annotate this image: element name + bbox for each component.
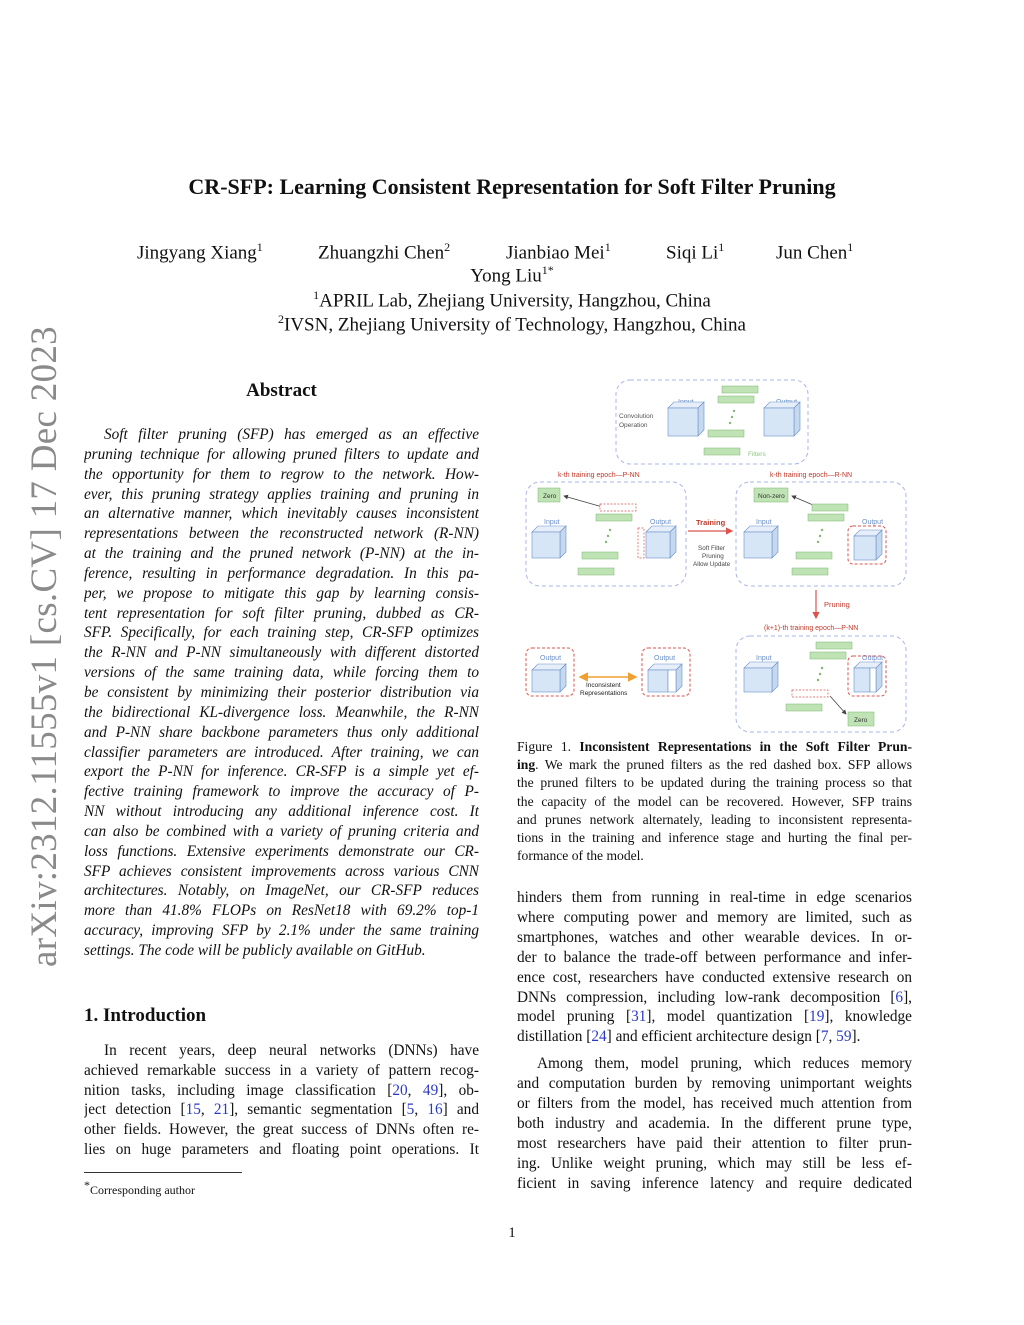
label-input-3: Input — [756, 519, 772, 526]
citation-link[interactable]: 6 — [895, 988, 904, 1006]
abstract-line: representations between the reconstructed network (R-NN) — [84, 525, 479, 543]
body-line: ence cost, researchers have conducted extensive research on — [517, 968, 912, 986]
abstract-line: an alternative manner, which inevitably causes inconsistent — [84, 505, 479, 523]
citation-link[interactable]: 19 — [809, 1008, 825, 1026]
paper-title: CR-SFP: Learning Consistent Representation for Soft Filter Pruning — [188, 174, 836, 199]
abstract-line: accuracy, improving SFP by 2.1% under the same training — [84, 922, 479, 940]
author-5: Jun Chen$^1$ — [776, 240, 854, 264]
caption-line: tions in the training and inference stage and hurting the final per- — [517, 830, 912, 846]
zero-arrow-2 — [830, 696, 846, 714]
body-line: ing. Unlike weight pruning, which may still be less ef- — [517, 1154, 912, 1172]
caption-line: the capacity of the model can be recovered. However, SFP trains — [517, 793, 912, 809]
abstract-line: the R-NN and P-NN simultaneously with different distorted — [84, 644, 479, 662]
abstract-line: export the P-NN for inference. CR-SFP is a simple yet ef- — [84, 763, 479, 781]
figure-1-diagram — [520, 378, 912, 734]
filter-stack-4 — [786, 642, 852, 711]
abstract-line: the bidirectional KL-divergence loss. Meanwhile, the R-NN — [84, 703, 479, 721]
author-4: Siqi Li$^1$ — [666, 240, 725, 264]
author-6: Yong Liu$^{1*}$ — [470, 263, 554, 287]
intro-line: ject detection [15, 21], semantic segmentation [5, 16] and — [84, 1101, 479, 1119]
body-line: and computation burden by removing unimportant weights — [517, 1075, 912, 1093]
body-line: DNNs compression, including low-rank decomposition [6], — [517, 988, 912, 1006]
body-line: ficient in saving inference latency and require dedicated — [517, 1174, 912, 1192]
citation-link[interactable]: 7 — [820, 1028, 829, 1046]
affiliation-1: $^1$APRIL Lab, Zhejiang University, Hangzhou, China — [313, 288, 711, 312]
intro-line: In recent years, deep neural networks (DNNs) have — [104, 1042, 479, 1059]
affiliation-2: $^2$IVSN, Zhejiang University of Technology, Hangzhou, China — [278, 312, 746, 336]
label-conv-1: Convolution — [619, 413, 654, 420]
citation-link[interactable]: 5 — [406, 1101, 415, 1119]
output-cube-5 — [532, 664, 566, 692]
body-line: hinders them from running in real-time in edge scenarios — [517, 889, 912, 906]
label-sfp-1: Soft Filter — [698, 545, 725, 552]
citation-link[interactable]: 31 — [631, 1008, 647, 1026]
body-line: where computing power and memory are limited, such as — [517, 908, 912, 926]
label-kth-pnn: k-th training epoch—P-NN — [558, 472, 640, 479]
author-3: Jianbiao Mei$^1$ — [506, 240, 611, 264]
abstract-line: be consistent by minimizing their posterior distribution via — [84, 683, 479, 701]
abstract-line: SFP achieves consistent improvements across various CNN — [84, 862, 479, 880]
label-pruning: Pruning — [824, 600, 850, 609]
footnote-rule — [84, 1172, 242, 1173]
input-cube-3 — [744, 526, 778, 558]
arxiv-identifier: arXiv:2312.11555v1 [cs.CV] 17 Dec 2023 — [24, 326, 65, 967]
abstract-line: architectures. Notably, on ImageNet, our CR-SFP reduces — [84, 882, 479, 900]
label-inconsistent-2: Representations — [580, 690, 628, 697]
output-cube-3 — [854, 530, 882, 560]
right-column-body — [517, 888, 912, 1194]
caption-line: ing. We mark the pruned filters as the red dashed box. SFP allows — [517, 757, 912, 773]
abstract-line: tent representation for soft filter pruning, dubbed as CR- — [84, 604, 479, 622]
body-line: distillation [24] and efficient architecture design [7, 59]. — [517, 1028, 861, 1046]
label-sfp-2: Pruning — [702, 553, 724, 560]
introduction-body — [84, 1041, 479, 1160]
abstract-body — [84, 425, 479, 961]
abstract-line: classifier parameters are introduced. After training, we can — [84, 743, 479, 761]
citation-link[interactable]: 24 — [591, 1028, 607, 1046]
caption-line: formance of the model. — [517, 848, 644, 864]
abstract-line: at the training and the pruned network (P-NN) at the in- — [84, 545, 479, 563]
intro-line: lies on huge parameters and floating point operations. It — [84, 1140, 479, 1158]
citation-link[interactable]: 20 — [392, 1081, 408, 1099]
label-output-6: Output — [654, 655, 676, 662]
abstract-line: the opportunity for them to regrow to the network. How- — [84, 465, 479, 483]
page-number: 1 — [508, 1225, 516, 1241]
label-output-4: Output — [862, 655, 884, 662]
abstract-line: Soft filter pruning (SFP) has emerged as an effective — [104, 426, 479, 443]
zero-arrow — [564, 496, 606, 508]
label-conv-2: Operation — [619, 422, 648, 429]
input-cube-4 — [744, 662, 778, 692]
introduction-heading: 1. Introduction — [84, 1005, 207, 1026]
author-1: Jingyang Xiang$^1$ — [137, 240, 263, 264]
label-output-2: Output — [650, 519, 672, 526]
label-inconsistent-1: Inconsistent — [586, 682, 621, 689]
caption-line: the pruned filters to be updated during the training process so that — [517, 775, 912, 791]
filter-stack-2 — [578, 504, 636, 575]
abstract-line: settings. The code will be publicly available on GitHub. — [84, 941, 426, 959]
citation-link[interactable]: 21 — [213, 1101, 230, 1119]
body-line: both industry and academia. In the different prune type, — [517, 1114, 912, 1132]
filter-stack-3 — [792, 504, 848, 575]
author-2: Zhuangzhi Chen$^2$ — [318, 240, 451, 264]
filter-stack-top — [704, 386, 758, 455]
label-zero-2: Zero — [854, 717, 868, 724]
output-cube-2 — [638, 526, 676, 558]
label-k1-pnn: (k+1)-th training epoch—P-NN — [764, 625, 859, 632]
abstract-line: NN without introducing any additional inference cost. It — [84, 803, 479, 821]
abstract-line: and P-NN share backbone parameters thus only additional — [84, 723, 479, 741]
label-output-3: Output — [862, 519, 884, 526]
abstract-line: more than 41.8% FLOPs on ResNet18 with 69.2% top-1 — [84, 902, 479, 920]
abstract-line: per, we propose to mitigate this gap by learning consis- — [84, 584, 479, 602]
input-cube-2 — [532, 526, 566, 558]
label-zero: Zero — [543, 493, 557, 500]
citation-link[interactable]: 16 — [427, 1101, 443, 1119]
citation-link[interactable]: 15 — [185, 1101, 201, 1119]
caption-line: and prunes network alternately, leading to inconsistent representa- — [517, 811, 912, 827]
label-filters: Filters — [748, 451, 766, 458]
label-input-2: Input — [544, 519, 560, 526]
output-cube-6 — [648, 664, 682, 692]
abstract-line: ference, resulting in performance degradation. In this pa- — [84, 564, 479, 582]
abstract-line: fective training framework to improve the accuracy of P- — [84, 783, 479, 801]
caption-line: Figure 1. Inconsistent Representations in the Soft Filter Prun- — [517, 739, 912, 754]
label-output-5: Output — [540, 655, 562, 662]
body-line: Among them, model pruning, which reduces memory — [537, 1055, 912, 1073]
label-nonzero: Non-zero — [758, 493, 785, 500]
label-training: Training — [696, 518, 726, 527]
label-input-4: Input — [756, 655, 772, 662]
abstract-line: SFP. Specifically, for each training step, CR-SFP optimizes — [84, 624, 479, 642]
abstract-heading: Abstract — [246, 380, 317, 401]
intro-line: achieved remarkable success in a variety of pattern recog- — [84, 1061, 479, 1079]
abstract-line: pruning technique for allowing pruned filters to update and — [84, 445, 479, 463]
abstract-line: ever, this pruning strategy applies training and pruning in — [84, 485, 479, 503]
body-line: model pruning [31], model quantization [19], knowledge — [517, 1008, 912, 1026]
citation-link[interactable]: 49 — [422, 1081, 439, 1099]
output-cube-4 — [854, 662, 882, 692]
intro-line: nition tasks, including image classification [20, 49], ob- — [84, 1081, 479, 1099]
citation-link[interactable]: 59 — [836, 1028, 852, 1046]
abstract-line: loss functions. Extensive experiments demonstrate our CR- — [84, 842, 479, 860]
intro-line: other fields. However, the great success of DNNs often re- — [84, 1121, 479, 1139]
body-line: or filters from the model, has received much attention from — [517, 1095, 912, 1113]
input-cube — [668, 402, 704, 436]
output-cube — [764, 402, 800, 436]
abstract-line: can also be combined with a variety of pruning criteria and — [84, 822, 479, 840]
body-line: most researchers have paid their attention to filter prun- — [517, 1134, 912, 1152]
body-line: der to balance the trade-off between performance and infer- — [517, 948, 912, 966]
label-kth-rnn: k-th training epoch—R-NN — [770, 472, 853, 479]
label-sfp-3: Allow Update — [693, 561, 731, 568]
figure-caption — [517, 738, 912, 865]
footnote: *Corresponding author — [84, 1178, 195, 1197]
body-line: smartphones, watches and other wearable devices. In or- — [517, 928, 912, 946]
abstract-line: versions of the same training data, while forcing them to — [84, 664, 479, 682]
